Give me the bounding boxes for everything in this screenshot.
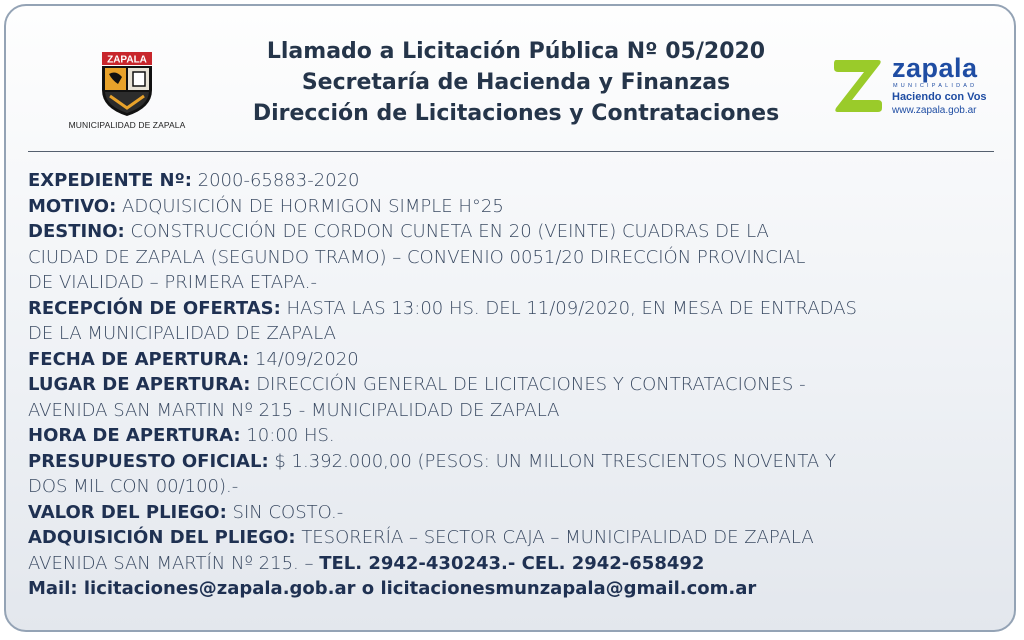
valor-pliego-label: VALOR DEL PLIEGO: [28, 501, 227, 523]
recepcion-value-line2: DE LA MUNICIPALIDAD DE ZAPALA [28, 323, 336, 344]
brand-text [892, 54, 987, 117]
adquisicion-pliego-value-line2: AVENIDA SAN MARTÍN Nº 215. – [28, 552, 320, 574]
zapala-z-icon [832, 56, 884, 114]
hora-apertura-label: HORA DE APERTURA: [28, 425, 241, 446]
hora-apertura-value: 10:00 HS. [240, 425, 335, 446]
brand-name: zapala [892, 53, 978, 83]
header-title: Llamado a Licitación Pública Nº 05/2020 [266, 39, 766, 64]
presupuesto-label: PRESUPUESTO OFICIAL: [28, 450, 269, 472]
fecha-apertura-value: 14/09/2020 [249, 348, 359, 370]
shield-icon [100, 50, 154, 118]
lugar-apertura-value-line1: DIRECCIÓN GENERAL DE LICITACIONES Y CONTRATACIONES - [250, 374, 806, 395]
destino-row [28, 219, 1013, 245]
notice-details [28, 168, 1013, 602]
destino-label: DESTINO: [28, 221, 125, 242]
fecha-apertura-row [28, 347, 1013, 373]
contact-mail: Mail: licitaciones@zapala.gob.ar o licitacionesmunzapala@gmail.com.ar [28, 578, 757, 599]
presupuesto-row [28, 449, 1013, 475]
header-secretariat: Secretaría de Hacienda y Finanzas [301, 70, 731, 95]
brand-slogan: Haciendo con Vos [892, 91, 987, 103]
tender-notice-card [4, 4, 1016, 632]
presupuesto-value-line1: $ 1.392.000,00 (PESOS: UN MILLON TRESCIENTOS NOVENTA Y [268, 450, 836, 472]
zapala-brand-logo [832, 53, 1002, 122]
adquisicion-pliego-label: ADQUISICIÓN DEL PLIEGO: [28, 527, 296, 548]
expediente-value: 2000-65883-2020 [191, 170, 360, 191]
header-divider [28, 151, 994, 152]
presupuesto-value-line2: DOS MIL CON 00/100).- [28, 476, 239, 497]
contact-phones: TEL. 2942-430243.- CEL. 2942-658492 [319, 552, 705, 574]
notice-header [216, 36, 816, 129]
adquisicion-pliego-row [28, 525, 1013, 551]
municipal-shield-logo [68, 50, 186, 134]
motivo-row [28, 194, 1013, 220]
fecha-apertura-label: FECHA DE APERTURA: [28, 348, 250, 370]
lugar-apertura-row [28, 372, 1013, 398]
svg-text:ZAPALA: ZAPALA [107, 54, 147, 66]
expediente-row [28, 168, 1013, 194]
adquisicion-pliego-value-line1: TESORERÍA – SECTOR CAJA – MUNICIPALIDAD DE ZAPALA [295, 527, 814, 548]
expediente-label: EXPEDIENTE Nº: [28, 170, 192, 191]
destino-value-line3: DE VIALIDAD – PRIMERA ETAPA.- [28, 272, 317, 293]
valor-pliego-row [28, 500, 1013, 526]
brand-subtitle: MUNICIPALIDAD [893, 83, 978, 89]
destino-value-line1: CONSTRUCCIÓN DE CORDON CUNETA EN 20 (VEINTE) CUADRAS DE LA [124, 221, 769, 242]
hora-apertura-row [28, 423, 1013, 449]
logo-caption: MUNICIPALIDAD DE ZAPALA [68, 120, 186, 130]
recepcion-value-line1: HASTA LAS 13:00 HS. DEL 11/09/2020, EN MESA DE ENTRADAS [280, 297, 857, 319]
header-direction: Dirección de Licitaciones y Contrataciones [252, 101, 780, 126]
lugar-apertura-label: LUGAR DE APERTURA: [28, 374, 251, 395]
motivo-value: ADQUISICIÓN DE HORMIGON SIMPLE H°25 [116, 195, 504, 217]
motivo-label: MOTIVO: [28, 195, 117, 217]
recepcion-label: RECEPCIÓN DE OFERTAS: [28, 297, 281, 319]
lugar-apertura-value-line2: AVENIDA SAN MARTIN Nº 215 - MUNICIPALIDAD DE ZAPALA [28, 399, 560, 421]
valor-pliego-value: SIN COSTO.- [226, 501, 344, 523]
destino-value-line2: CIUDAD DE ZAPALA (SEGUNDO TRAMO) – CONVENIO 0051/20 DIRECCIÓN PROVINCIAL [28, 246, 806, 268]
recepcion-row [28, 296, 1013, 322]
adquisicion-pliego-line2 [28, 551, 1013, 577]
brand-url: www.zapala.gob.ar [892, 105, 977, 116]
